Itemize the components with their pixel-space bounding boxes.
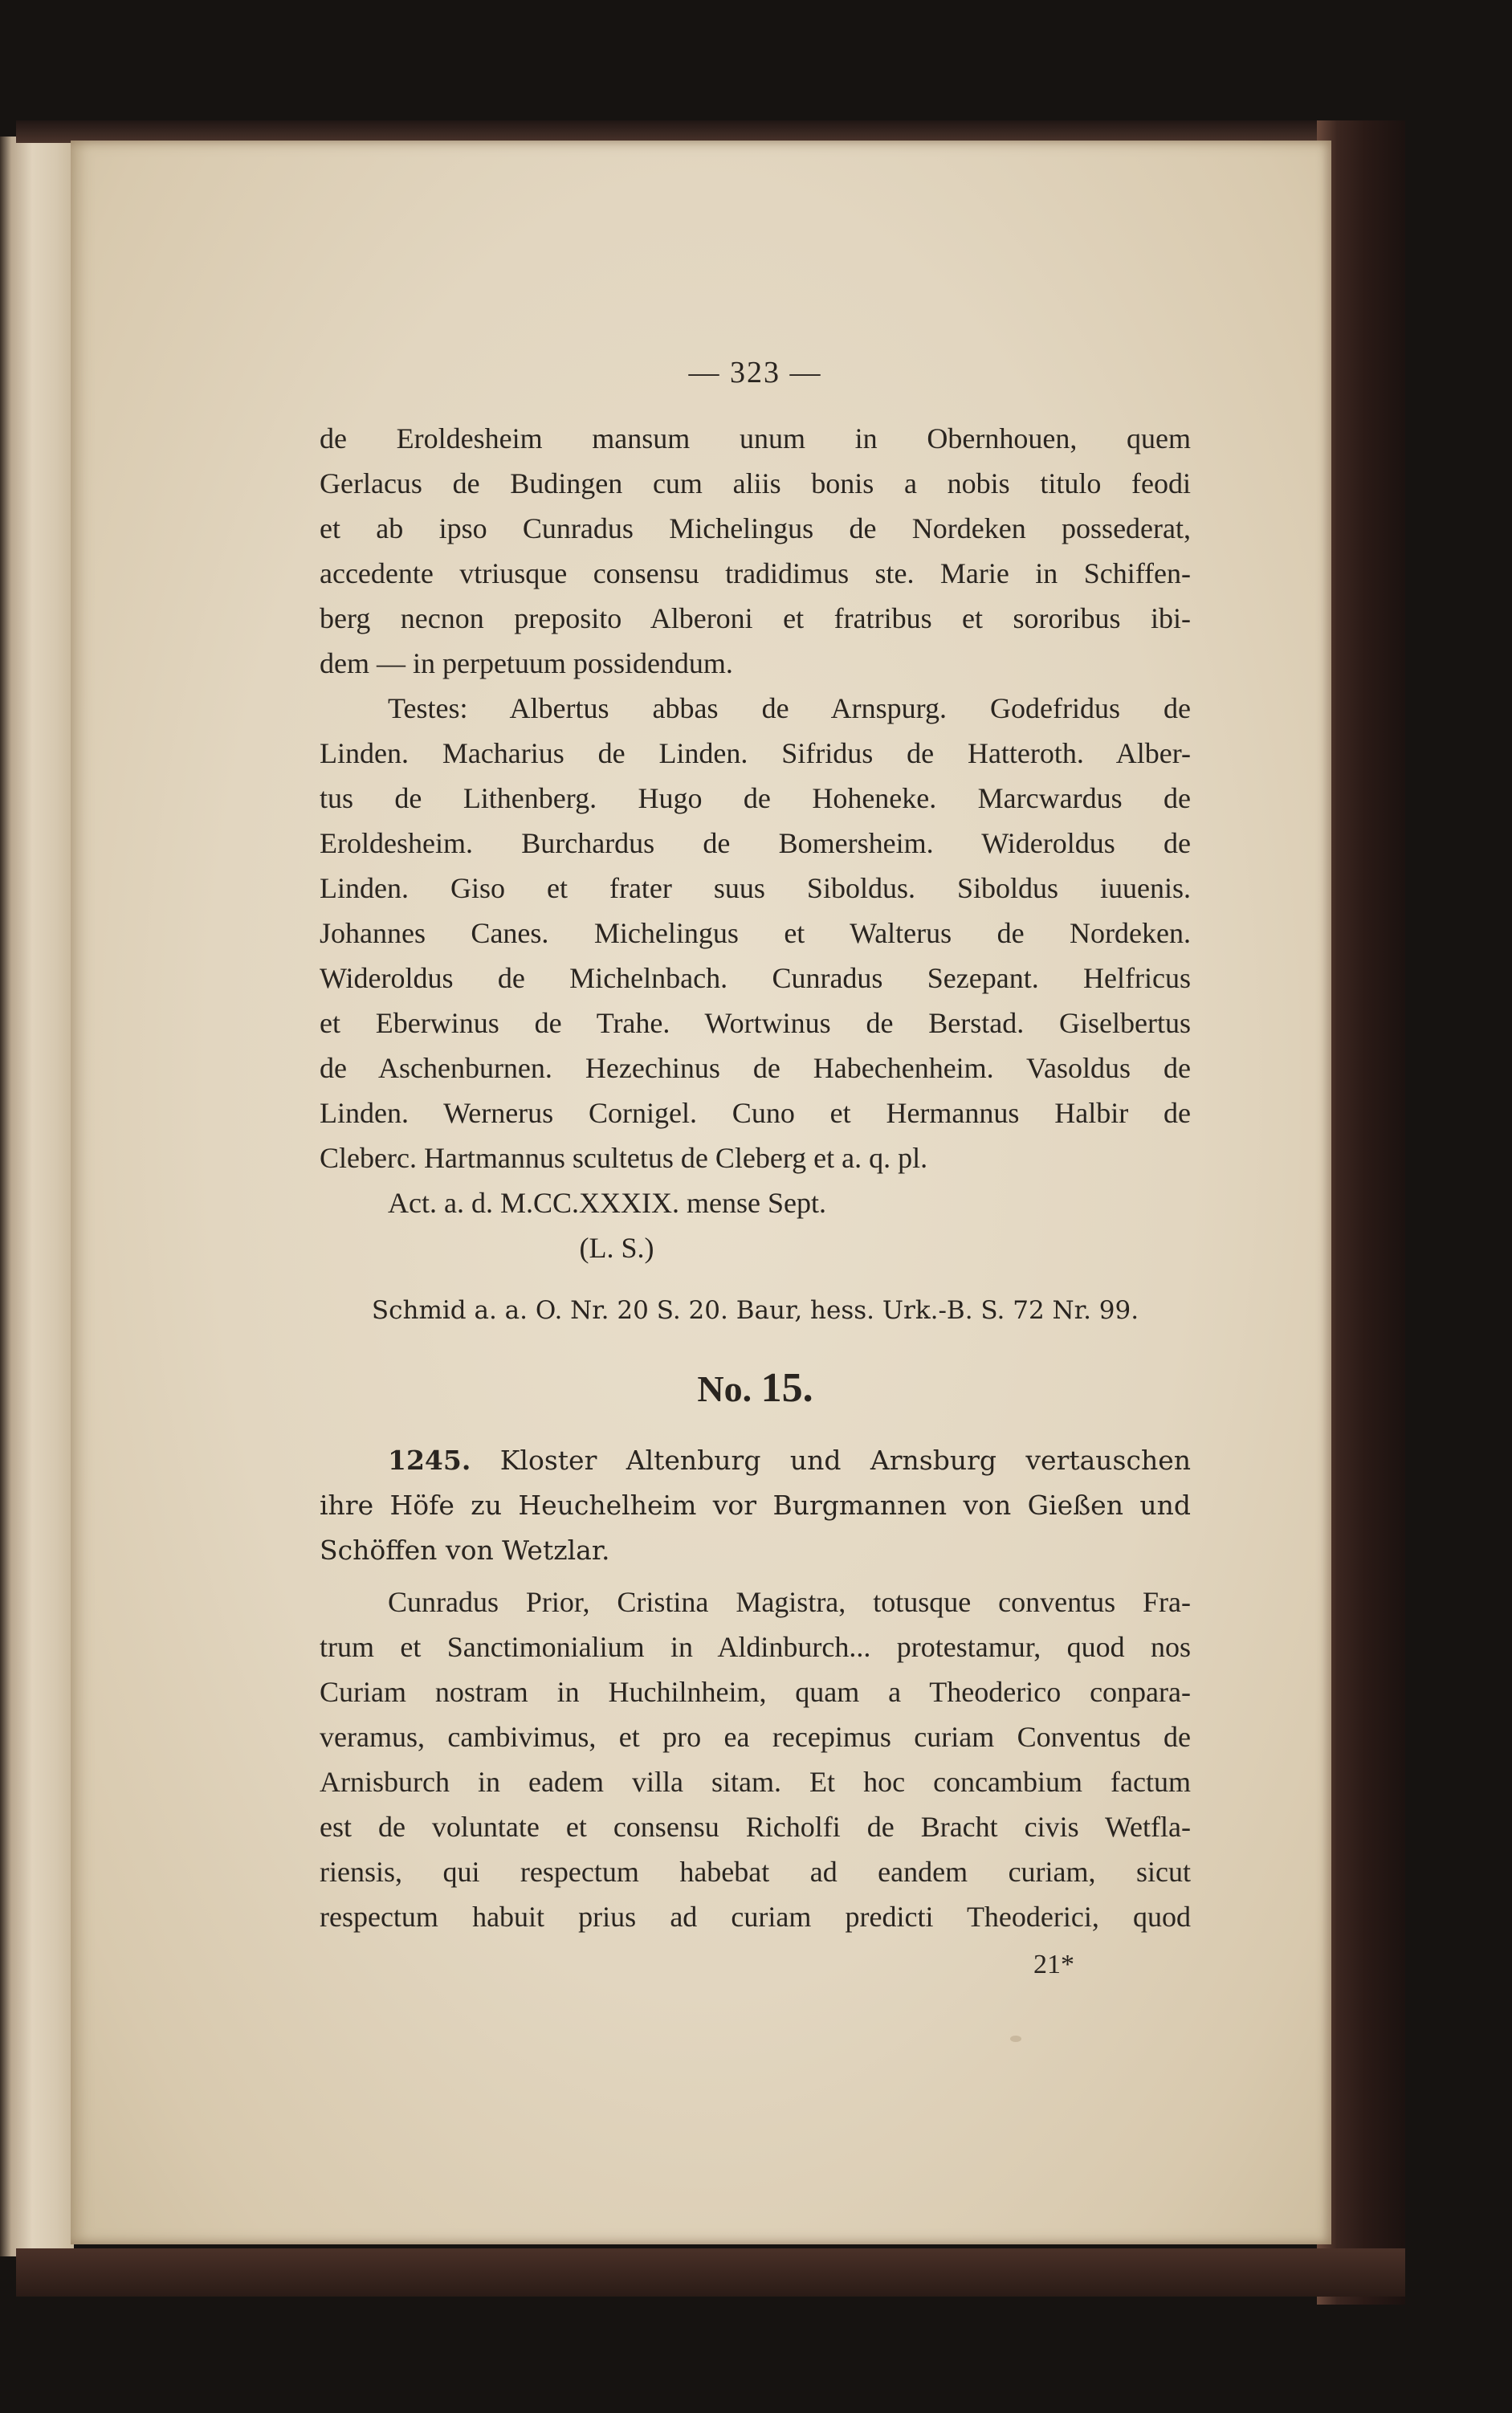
document-number-value: 15. — [760, 1365, 813, 1411]
paragraph-2-line: Cunradus Prior, Cristina Magistra, totusque conventus Fra- — [388, 1586, 1191, 1618]
witness-line: Eroldesheim. Burchardus de Bomersheim. Wideroldus de — [320, 827, 1191, 859]
paragraph-2-line: riensis, qui respectum habebat ad eandem curiam, sicut — [320, 1856, 1191, 1888]
witness-line: tus de Lithenberg. Hugo de Hoheneke. Marcwardus de — [320, 782, 1191, 814]
witness-line: Testes: Albertus abbas de Arnspurg. Godefridus de — [388, 692, 1191, 724]
regest-line: Schöffen von Wetzlar. — [320, 1535, 610, 1566]
paragraph-2-line: veramus, cambivimus, et pro ea recepimus curiam Conventus de — [320, 1721, 1191, 1753]
paragraph-2-line: trum et Sanctimonialium in Aldinburch... protestamur, quod nos — [320, 1631, 1191, 1663]
paragraph-1-line: accedente vtriusque consensu tradidimus ste. Marie in Schiffen- — [320, 557, 1191, 589]
witness-line: de Aschenburnen. Hezechinus de Habechenheim. Vasoldus de — [320, 1052, 1191, 1084]
dating-line: Act. a. d. M.CC.XXXIX. mense Sept. — [388, 1187, 826, 1219]
witness-line: Cleberc. Hartmannus scultetus de Cleberg et a. q. pl. — [320, 1142, 928, 1174]
source-reference: Schmid a. a. O. Nr. 20 S. 20. Baur, hess. Urk.-B. S. 72 Nr. 99. — [371, 1296, 1139, 1325]
witness-line: Johannes Canes. Michelingus et Walterus de Nordeken. — [320, 917, 1191, 949]
document-number-prefix: No. — [697, 1368, 752, 1409]
paragraph-2-line: Arnisburch in eadem villa sitam. Et hoc concambium factum — [320, 1766, 1191, 1798]
book-page — [71, 141, 1331, 2244]
paragraph-1-line: berg necnon preposito Alberoni et fratribus et sororibus ibi- — [320, 602, 1191, 634]
paragraph-1-line: dem — in perpetuum possidendum. — [320, 647, 733, 679]
witness-line: Wideroldus de Michelnbach. Cunradus Sezepant. Helfricus — [320, 962, 1191, 994]
witness-line: Linden. Macharius de Linden. Sifridus de Hatteroth. Alber- — [320, 737, 1191, 769]
regest-line — [388, 1441, 1191, 1480]
paragraph-2-line: respectum habuit prius ad curiam predicti Theoderici, quod — [320, 1901, 1191, 1933]
regest-text: Kloster Altenburg und Arnsburg vertauschen — [499, 1445, 1191, 1476]
witness-line: Linden. Wernerus Cornigel. Cuno et Hermannus Halbir de — [320, 1097, 1191, 1129]
paragraph-2-line: est de voluntate et consensu Richolfi de Bracht civis Wetfla- — [320, 1811, 1191, 1843]
witness-line: Linden. Giso et frater suus Siboldus. Siboldus iuuenis. — [320, 872, 1191, 904]
book-cover-top — [16, 120, 1405, 143]
paragraph-1-line: et ab ipso Cunradus Michelingus de Nordeken possederat, — [320, 512, 1191, 544]
witness-line: et Eberwinus de Trahe. Wortwinus de Berstad. Giselbertus — [320, 1007, 1191, 1039]
left-page-edge — [0, 137, 74, 2256]
paragraph-1-line: de Eroldesheim mansum unum in Obernhouen, quem — [320, 422, 1191, 454]
seal-mark: (L. S.) — [579, 1232, 654, 1264]
page-number: — 323 — — [688, 356, 822, 389]
regest-year: 1245. — [388, 1445, 471, 1476]
regest-line: ihre Höfe zu Heuchelheim vor Burgmannen von Gießen und — [320, 1490, 1191, 1521]
paragraph-2-line: Curiam nostram in Huchilnheim, quam a Theoderico conpara- — [320, 1676, 1191, 1708]
document-number — [320, 1365, 1191, 1411]
signature-mark: 21* — [1033, 1950, 1074, 1979]
paragraph-1-line: Gerlacus de Budingen cum aliis bonis a nobis titulo feodi — [320, 467, 1191, 499]
book-cover-bottom — [16, 2248, 1405, 2297]
